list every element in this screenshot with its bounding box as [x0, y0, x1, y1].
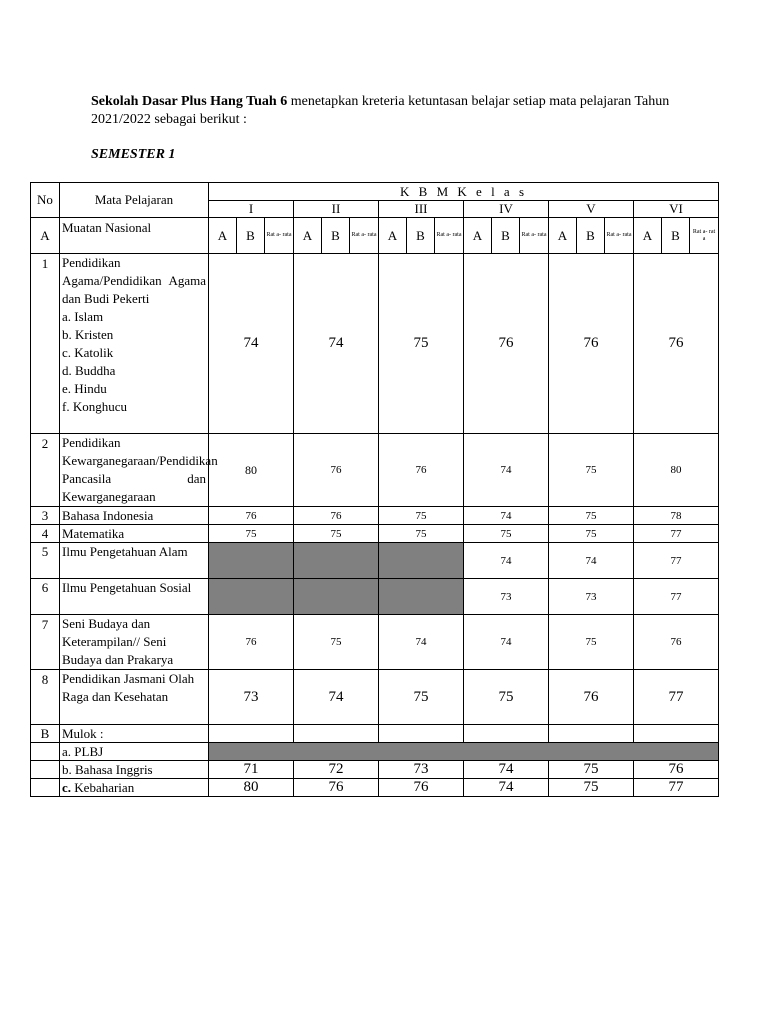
subject-cell	[60, 670, 209, 725]
header-kbm: K B M K e l a s	[209, 183, 719, 201]
subject-cell	[60, 615, 209, 670]
subject-line: Ilmu Pengetahuan Sosial	[62, 580, 192, 595]
intro-text: menetapkan kreteria ketuntasan belajar setiap mata pelajaran Tahun 2021/2022 sebagai berikut :	[91, 94, 670, 127]
kkm-value: 76	[549, 670, 634, 725]
shaded-cell	[294, 579, 379, 615]
kkm-value: 74	[294, 254, 379, 434]
sub-a: A	[549, 218, 577, 254]
subject-cell	[60, 434, 218, 507]
sub-a: A	[294, 218, 322, 254]
sub-b: B	[577, 218, 605, 254]
kkm-value: 75	[464, 525, 549, 543]
row-no: 6	[31, 579, 60, 615]
kkm-value: 74	[464, 507, 549, 525]
kkm-value: 77	[634, 543, 719, 579]
kkm-value: 74	[379, 615, 464, 670]
school-name: Sekolah Dasar Plus Hang Tuah 6	[91, 94, 288, 109]
kkm-value: 72	[294, 761, 379, 779]
shaded-cell	[209, 543, 294, 579]
empty-cell	[379, 725, 464, 743]
row-no: 7	[31, 615, 60, 670]
kkm-value: 74	[464, 615, 549, 670]
subject-line: a. Islam	[62, 309, 104, 324]
kkm-value: 75	[379, 507, 464, 525]
sub-b: B	[662, 218, 690, 254]
subject-line: Pendidikan Kewarganegaraan/Pendidikan Pancasila dan Kewarganegaraan	[62, 435, 218, 504]
subject-cell: Matematika	[60, 525, 209, 543]
row-no: 8	[31, 670, 60, 725]
subject-line: e. Hindu	[62, 381, 107, 396]
sub-avg: Rat a- rat a	[690, 218, 719, 254]
kkm-value: 76	[634, 761, 719, 779]
kkm-value: 80	[209, 434, 294, 507]
section-b-label: Mulok :	[60, 725, 209, 743]
kkm-value: 75	[549, 779, 634, 797]
sub-a: A	[209, 218, 237, 254]
empty-cell	[294, 725, 379, 743]
kkm-value: 76	[634, 254, 719, 434]
mulok-label: a. PLBJ	[60, 743, 209, 761]
row-no: 5	[31, 543, 60, 579]
intro-paragraph	[91, 93, 701, 129]
sub-avg: Rat a- rata	[435, 218, 464, 254]
empty-cell	[31, 761, 60, 779]
subject-line: Ilmu Pengetahuan Alam	[62, 544, 188, 559]
kkm-value: 77	[634, 525, 719, 543]
kkm-value: 71	[209, 761, 294, 779]
kkm-value: 74	[464, 543, 549, 579]
kkm-value: 76	[634, 615, 719, 670]
empty-cell	[634, 725, 719, 743]
kkm-value: 75	[379, 670, 464, 725]
section-a-no: A	[31, 218, 60, 254]
kkm-value: 73	[379, 761, 464, 779]
kkm-value: 74	[294, 670, 379, 725]
sub-b: B	[492, 218, 520, 254]
mulok-prefix: c.	[62, 779, 72, 795]
kkm-value: 76	[464, 254, 549, 434]
mulok-label	[60, 779, 209, 797]
empty-cell	[31, 743, 60, 761]
kkm-value: 75	[549, 615, 634, 670]
subject-cell	[60, 579, 209, 615]
header-class-5: V	[549, 201, 634, 218]
kkm-value: 74	[464, 434, 549, 507]
kkm-value: 76	[294, 507, 379, 525]
sub-b: B	[322, 218, 350, 254]
kkm-value: 73	[464, 579, 549, 615]
subject-cell: Bahasa Indonesia	[60, 507, 209, 525]
row-no: 3	[31, 507, 60, 525]
kkm-value: 75	[209, 525, 294, 543]
kbm-table	[30, 182, 719, 797]
kkm-value: 75	[379, 254, 464, 434]
kkm-value: 76	[294, 779, 379, 797]
subject-line: d. Buddha	[62, 363, 116, 378]
header-class-3: III	[379, 201, 464, 218]
kkm-value: 75	[549, 761, 634, 779]
shaded-cell	[209, 743, 719, 761]
section-a-label: Muatan Nasional	[60, 218, 209, 254]
sub-b: B	[407, 218, 435, 254]
kkm-value: 76	[294, 434, 379, 507]
shaded-cell	[294, 543, 379, 579]
kkm-value: 75	[294, 615, 379, 670]
subject-line: f. Konghucu	[62, 399, 127, 414]
kkm-value: 78	[634, 507, 719, 525]
kkm-value: 80	[634, 434, 719, 507]
sub-a: A	[634, 218, 662, 254]
header-no: No	[31, 183, 60, 218]
kkm-value: 77	[634, 779, 719, 797]
row-no: 1	[31, 254, 60, 434]
shaded-cell	[379, 543, 464, 579]
kkm-value: 74	[549, 543, 634, 579]
kkm-value: 75	[379, 525, 464, 543]
row-no: 2	[31, 434, 60, 507]
sub-avg: Rat a- rata	[350, 218, 379, 254]
header-class-2: II	[294, 201, 379, 218]
kkm-value: 75	[294, 525, 379, 543]
sub-avg: Rat a- rata	[520, 218, 549, 254]
sub-avg: Rat a- rata	[265, 218, 294, 254]
header-class-6: VI	[634, 201, 719, 218]
kkm-value: 75	[464, 670, 549, 725]
kkm-value: 74	[464, 779, 549, 797]
header-class-4: IV	[464, 201, 549, 218]
row-no: 4	[31, 525, 60, 543]
kkm-value: 73	[209, 670, 294, 725]
subject-cell	[60, 254, 209, 434]
semester-heading: SEMESTER 1	[91, 147, 176, 162]
kkm-value: 77	[634, 579, 719, 615]
shaded-cell	[379, 579, 464, 615]
shaded-cell	[209, 579, 294, 615]
header-class-1: I	[209, 201, 294, 218]
empty-cell	[209, 725, 294, 743]
kkm-value: 74	[464, 761, 549, 779]
empty-cell	[464, 725, 549, 743]
mulok-label-text: Kebaharian	[71, 779, 135, 795]
kkm-value: 76	[379, 434, 464, 507]
sub-b: B	[237, 218, 265, 254]
section-b-no: B	[31, 725, 60, 743]
sub-a: A	[464, 218, 492, 254]
subject-line: c. Katolik	[62, 345, 114, 360]
kkm-value: 76	[209, 507, 294, 525]
kkm-value: 74	[209, 254, 294, 434]
kkm-value: 76	[549, 254, 634, 434]
mulok-label: b. Bahasa Inggris	[60, 761, 209, 779]
subject-cell	[60, 543, 209, 579]
kkm-value: 80	[209, 779, 294, 797]
kkm-value: 77	[634, 670, 719, 725]
subject-line: Pendidikan Jasmani Olah Raga dan Kesehatan	[62, 671, 195, 704]
empty-cell	[31, 779, 60, 797]
kkm-value: 75	[549, 525, 634, 543]
kkm-value: 73	[549, 579, 634, 615]
kkm-value: 76	[379, 779, 464, 797]
empty-cell	[549, 725, 634, 743]
subject-line: Pendidikan Agama/Pendidikan Agama dan Budi Pekerti	[62, 255, 206, 306]
header-subject: Mata Pelajaran	[60, 183, 209, 218]
subject-line: b. Kristen	[62, 327, 114, 342]
kkm-value: 75	[549, 434, 634, 507]
kkm-value: 76	[209, 615, 294, 670]
sub-avg: Rat a- rata	[605, 218, 634, 254]
subject-line: Seni Budaya dan Keterampilan// Seni Budaya dan Prakarya	[62, 616, 174, 667]
kkm-value: 75	[549, 507, 634, 525]
sub-a: A	[379, 218, 407, 254]
